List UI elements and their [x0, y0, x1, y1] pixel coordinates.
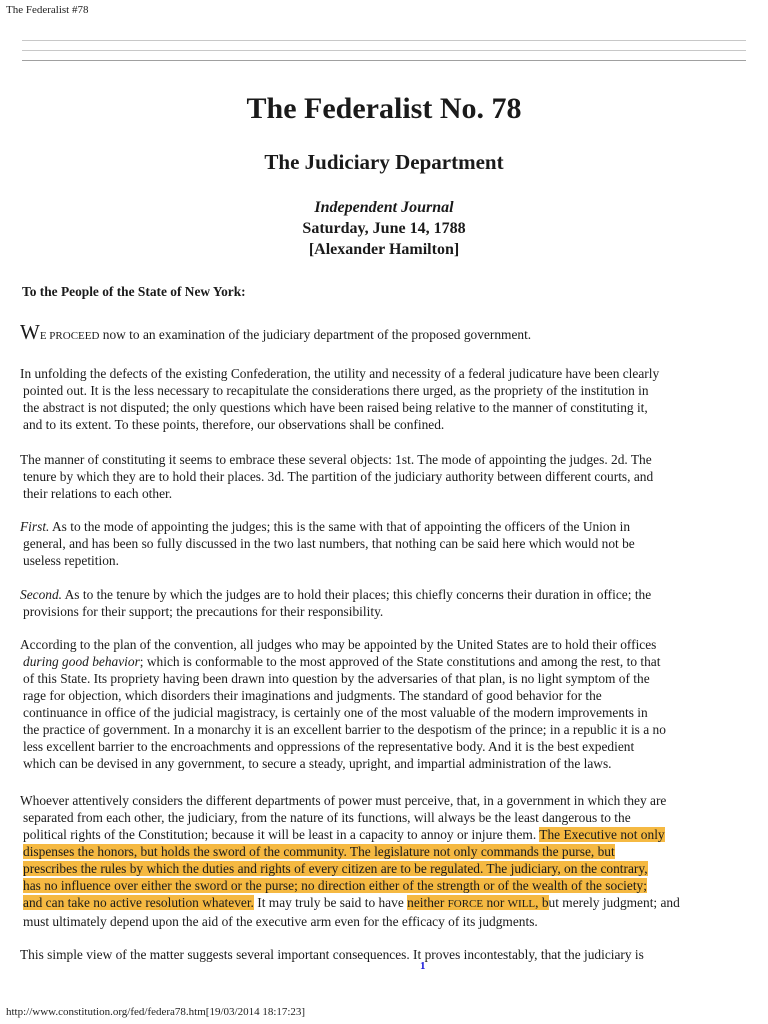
publication-date: Saturday, June 14, 1788	[302, 220, 466, 237]
text-line: The manner of constituting it seems to embrace these several objects: 1st. The mode of appointing the judges. 2d. The	[20, 452, 652, 467]
browser-tab-title: The Federalist #78	[6, 4, 89, 16]
text-line: their relations to each other.	[23, 486, 173, 501]
paragraph-text: ; which is conformable to the most approved of the State constitutions and among the rest, to that	[139, 654, 661, 669]
highlighted-text: The Executive not only	[539, 827, 665, 842]
highlighted-text: nor	[483, 895, 508, 910]
text-line: pointed out. It is the less necessary to recapitulate the considerations there urged, as the propriety of the institution in	[23, 383, 649, 398]
rule-line	[22, 40, 746, 41]
text-line: separated from each other, the judiciary, from the nature of its functions, will always be the least dangerous to the	[23, 810, 631, 825]
text-line: and to its extent. To these points, therefore, our observations shall be confined.	[23, 417, 445, 432]
paragraph-8	[20, 946, 756, 963]
paragraph-1	[20, 320, 756, 345]
paragraph-5	[20, 586, 756, 620]
highlighted-text: dispenses the honors, but holds the sword of the community. The legislature not only commands the purse, but	[23, 844, 615, 859]
paragraph-2	[20, 365, 756, 433]
text-line: rage for objection, which disorders their imaginations and judgments. The standard of good behavior for the	[23, 688, 602, 703]
small-caps-text: WILL	[507, 898, 536, 910]
text-line: which can be devised in any government, to secure a steady, upright, and impartial administration of the laws.	[23, 756, 612, 771]
highlighted-text: prescribes the rules by which the duties and rights of every citizen are to be regulated. The judiciary, on the contrary,	[23, 861, 648, 876]
text-line: In unfolding the defects of the existing Confederation, the utility and necessity of a federal judicature have been clearly	[20, 366, 660, 381]
rule-line	[22, 50, 746, 51]
highlighted-text: , b	[535, 895, 549, 910]
highlighted-text: neither	[407, 895, 448, 910]
paragraph-lead: Second.	[20, 587, 63, 602]
page-footer-url: http://www.constitution.org/fed/federa78.htm[19/03/2014 18:17:23]	[6, 1006, 306, 1018]
drop-letter: W	[20, 320, 40, 344]
text-line: provisions for their support; the precautions for their responsibility.	[23, 604, 384, 619]
paragraph-6	[20, 636, 756, 772]
text-line: useless repetition.	[23, 553, 119, 568]
rule-line	[22, 60, 746, 61]
paragraph-text: As to the mode of appointing the judges; this is the same with that of appointing the officers of the Union in	[49, 519, 631, 534]
small-caps-text: E PROCEED	[39, 330, 100, 342]
paragraph-4	[20, 518, 756, 569]
highlighted-text: has no influence over either the sword or the purse; no direction either of the strength or of the wealth of the society;	[23, 878, 647, 893]
highlighted-text	[407, 895, 548, 910]
page-subtitle: The Judiciary Department	[264, 150, 504, 174]
text-line: must ultimately depend upon the aid of the executive arm even for the efficacy of its judgments.	[23, 914, 538, 929]
salutation: To the People of the State of New York:	[22, 284, 246, 299]
paragraph-text: It may truly be said to have	[253, 895, 408, 910]
paragraph-text: political rights of the Constitution; because it will be least in a capacity to annoy or injure them.	[23, 827, 540, 842]
paragraph-7	[20, 792, 756, 930]
text-line: less excellent barrier to the encroachments and oppressions of the representative body. And it is the best expedient	[23, 739, 635, 754]
paragraph-text: As to the tenure by which the judges are to hold their places; this chiefly concerns their duration in office; the	[62, 587, 652, 602]
text-line: of this State. Its propriety having been drawn into question by the adversaries of that plan, is no light symptom of the	[23, 671, 650, 686]
publication-info	[0, 197, 768, 260]
paragraph-text: ut merely judgment; and	[548, 895, 680, 910]
text-line: tenure by which they are to hold their places. 3d. The partition of the judiciary authority between different courts, and	[23, 469, 654, 484]
page-title: The Federalist No. 78	[246, 92, 522, 125]
text-line: continuance in office of the judicial magistracy, is certainly one of the most valuable of the modern improvements in	[23, 705, 648, 720]
highlighted-text: and can take no active resolution whatever.	[23, 895, 254, 910]
text-line: Whoever attentively considers the different departments of power must perceive, that, in a government in which they are	[20, 793, 667, 808]
header-rules	[22, 40, 746, 70]
paragraph-lead: First.	[20, 519, 50, 534]
italic-phrase: during good behavior	[23, 654, 140, 669]
author-name: [Alexander Hamilton]	[308, 241, 460, 258]
journal-name: Independent Journal	[314, 199, 454, 216]
paragraph-3	[20, 451, 756, 502]
text-line: the practice of government. In a monarchy it is an excellent barrier to the despotism of the prince; in a republic it is a no	[23, 722, 666, 737]
text-line: According to the plan of the convention, all judges who may be appointed by the United States are to hold their offices	[20, 637, 657, 652]
text-line: general, and has been so fully discussed in the two last numbers, that nothing can be said here which would not be	[23, 536, 635, 551]
paragraph-text: now to an examination of the judiciary department of the proposed government.	[99, 327, 532, 342]
small-caps-text: FORCE	[447, 898, 484, 910]
page-number[interactable]: 1	[420, 960, 426, 972]
text-line: the abstract is not disputed; the only questions which have been raised being relative to the manner of constituting it,	[23, 400, 648, 415]
text-line: This simple view of the matter suggests several important consequences. It proves incontestably, that the judiciary is	[20, 947, 644, 962]
